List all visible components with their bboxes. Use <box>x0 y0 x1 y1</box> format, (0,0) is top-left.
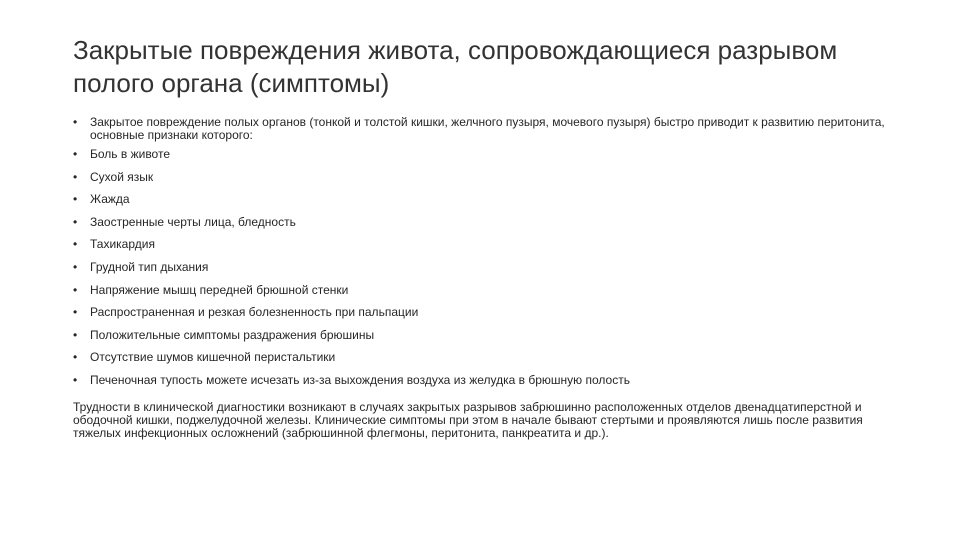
list-item <box>73 261 885 284</box>
list-item <box>73 193 885 216</box>
list-item-text: Жажда <box>90 192 130 207</box>
diagnostic-note: Трудности в клинической диагностики возникают в случаях закрытых разрывов забрюшинно расположенных отделов двенадцатиперстной и ободочной кишки, поджелудочной железы. Клинические симптомы при этом в начале бывают стертыми и проявляются лишь после развития тяжелых инфекционных осложнений (забрюшинной флегмоны, перитонита, панкреатита и др.). <box>73 400 863 440</box>
list-item-text: Тахикардия <box>90 237 155 252</box>
list-item-text: Отсутствие шумов кишечной перистальтики <box>90 350 336 365</box>
list-item-text: Печеночная тупость можете исчезать из-за выхождения воздуха из желудка в брюшную полость <box>90 372 630 387</box>
bullet-marker: • <box>73 115 78 129</box>
bullet-marker: • <box>73 327 78 342</box>
list-item-text: Напряжение мышц передней брюшной стенки <box>90 282 349 297</box>
bullet-marker: • <box>73 305 78 320</box>
symptom-list <box>73 116 885 392</box>
bullet-marker: • <box>73 350 78 365</box>
list-item <box>73 148 885 171</box>
bullet-marker: • <box>73 282 78 297</box>
slide-title: Закрытые повреждения живота, сопровождающиеся разрывом полого органа (симптомы) <box>73 35 838 98</box>
list-item-text: Распространенная и резкая болезненность при пальпации <box>90 305 419 320</box>
list-item <box>73 351 885 374</box>
list-item <box>73 329 885 352</box>
list-item-text: Заостренные черты лица, бледность <box>90 214 296 229</box>
bullet-marker: • <box>73 169 78 184</box>
list-item <box>73 216 885 239</box>
bullet-marker: • <box>73 237 78 252</box>
bullet-marker: • <box>73 372 78 387</box>
list-item-text: Сухой язык <box>90 169 154 184</box>
list-item <box>73 284 885 307</box>
bullet-marker: • <box>73 192 78 207</box>
list-item <box>73 374 885 392</box>
bullet-marker: • <box>73 259 78 274</box>
list-item-text: Боль в животе <box>90 147 170 161</box>
list-item <box>73 171 885 194</box>
list-item <box>73 306 885 329</box>
bullet-marker: • <box>73 147 78 161</box>
list-item-text: Грудной тип дыхания <box>90 259 209 274</box>
list-item-text: Закрытое повреждение полых органов (тонкой и толстой кишки, желчного пузыря, мочевого пузыря) быстро приводит к развитию перитонита, основные признаки которого: <box>90 115 885 142</box>
bullet-marker: • <box>73 214 78 229</box>
list-item <box>73 116 885 148</box>
list-item-text: Положительные симптомы раздражения брюшины <box>90 327 375 342</box>
list-item <box>73 238 885 261</box>
